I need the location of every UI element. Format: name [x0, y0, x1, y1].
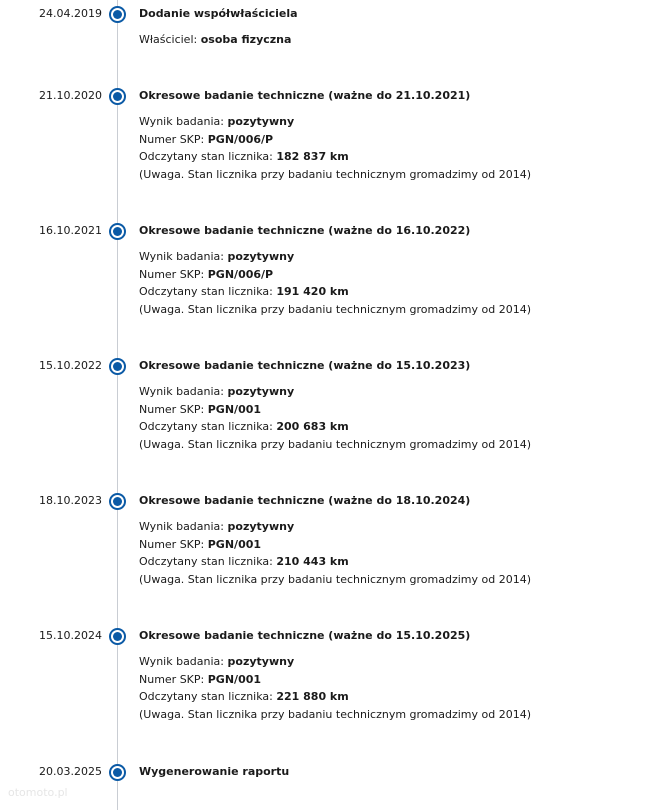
- detail-value: pozytywny: [227, 520, 295, 533]
- entry-title: Wygenerowanie raportu: [139, 765, 290, 778]
- detail-label: (Uwaga. Stan licznika przy badaniu technicznym gromadzimy od 2014): [139, 572, 532, 586]
- detail-label: Numer SKP:: [139, 672, 205, 686]
- detail-line: [139, 436, 531, 454]
- timeline-dot-icon: [109, 223, 126, 240]
- timeline-dot-icon: [109, 88, 126, 105]
- detail-label: Odczytany stan licznika:: [139, 690, 273, 703]
- entry-date: 20.03.2025: [39, 765, 102, 778]
- entry-details: [139, 113, 531, 183]
- detail-value: PGN/001: [207, 672, 262, 686]
- detail-line: [139, 706, 531, 724]
- entry-date: 21.10.2020: [39, 89, 102, 102]
- detail-line: [139, 266, 531, 284]
- detail-value: pozytywny: [227, 250, 295, 263]
- entry-details: [139, 31, 291, 49]
- entry-date: 15.10.2024: [39, 629, 102, 642]
- entry-title: Okresowe badanie techniczne (ważne do 15.10.2023): [139, 359, 471, 372]
- detail-label: Numer SKP:: [139, 402, 205, 416]
- detail-value: 210 443 km: [276, 555, 349, 568]
- entry-details: [139, 653, 531, 723]
- detail-label: Odczytany stan licznika:: [139, 150, 273, 163]
- entry-title: Okresowe badanie techniczne (ważne do 15.10.2025): [139, 629, 471, 642]
- detail-value: PGN/001: [207, 402, 262, 416]
- detail-label: Odczytany stan licznika:: [139, 285, 273, 298]
- timeline-line: [117, 0, 118, 810]
- detail-label: Właściciel:: [139, 33, 198, 46]
- detail-line: [139, 653, 531, 671]
- detail-label: Odczytany stan licznika:: [139, 555, 273, 568]
- detail-label: (Uwaga. Stan licznika przy badaniu technicznym gromadzimy od 2014): [139, 707, 532, 721]
- detail-line: [139, 553, 531, 571]
- detail-line: [139, 571, 531, 589]
- entry-date: 18.10.2023: [39, 494, 102, 507]
- entry-date: 24.04.2019: [39, 7, 102, 20]
- detail-value: pozytywny: [227, 385, 295, 398]
- detail-line: [139, 688, 531, 706]
- detail-label: Wynik badania:: [139, 655, 225, 668]
- detail-line: [139, 301, 531, 319]
- watermark: otomoto.pl: [8, 786, 68, 799]
- detail-label: (Uwaga. Stan licznika przy badaniu technicznym gromadzimy od 2014): [139, 302, 532, 316]
- detail-line: [139, 518, 531, 536]
- detail-value: PGN/006/P: [207, 267, 274, 281]
- entry-date: 16.10.2021: [39, 224, 102, 237]
- detail-label: Numer SKP:: [139, 537, 205, 551]
- detail-line: [139, 383, 531, 401]
- entry-details: [139, 518, 531, 588]
- detail-value: PGN/001: [207, 537, 262, 551]
- detail-value: pozytywny: [227, 655, 295, 668]
- detail-line: [139, 671, 531, 689]
- entry-title: Okresowe badanie techniczne (ważne do 16.10.2022): [139, 224, 471, 237]
- detail-line: [139, 401, 531, 419]
- detail-line: [139, 248, 531, 266]
- timeline-dot-icon: [109, 6, 126, 23]
- timeline-dot-icon: [109, 358, 126, 375]
- timeline-dot-icon: [109, 628, 126, 645]
- detail-label: Wynik badania:: [139, 520, 225, 533]
- detail-line: [139, 131, 531, 149]
- timeline-dot-icon: [109, 764, 126, 781]
- detail-label: Wynik badania:: [139, 250, 225, 263]
- detail-label: (Uwaga. Stan licznika przy badaniu technicznym gromadzimy od 2014): [139, 437, 532, 451]
- detail-line: [139, 283, 531, 301]
- detail-value: 200 683 km: [276, 420, 349, 433]
- timeline-dot-icon: [109, 493, 126, 510]
- entry-title: Okresowe badanie techniczne (ważne do 18.10.2024): [139, 494, 471, 507]
- detail-value: 191 420 km: [276, 285, 349, 298]
- detail-value: 182 837 km: [276, 150, 349, 163]
- detail-line: [139, 536, 531, 554]
- entry-title: Dodanie współwłaściciela: [139, 7, 298, 20]
- detail-value: osoba fizyczna: [200, 33, 292, 46]
- detail-value: pozytywny: [227, 115, 295, 128]
- entry-title: Okresowe badanie techniczne (ważne do 21.10.2021): [139, 89, 471, 102]
- detail-label: Odczytany stan licznika:: [139, 420, 273, 433]
- detail-line: [139, 418, 531, 436]
- detail-value: 221 880 km: [276, 690, 349, 703]
- entry-date: 15.10.2022: [39, 359, 102, 372]
- entry-details: [139, 383, 531, 453]
- detail-label: Wynik badania:: [139, 385, 225, 398]
- detail-label: Wynik badania:: [139, 115, 225, 128]
- detail-line: [139, 166, 531, 184]
- entry-details: [139, 248, 531, 318]
- detail-label: Numer SKP:: [139, 132, 205, 146]
- detail-line: [139, 113, 531, 131]
- detail-line: [139, 148, 531, 166]
- detail-label: (Uwaga. Stan licznika przy badaniu technicznym gromadzimy od 2014): [139, 167, 532, 181]
- detail-line: [139, 31, 291, 49]
- detail-value: PGN/006/P: [207, 132, 274, 146]
- detail-label: Numer SKP:: [139, 267, 205, 281]
